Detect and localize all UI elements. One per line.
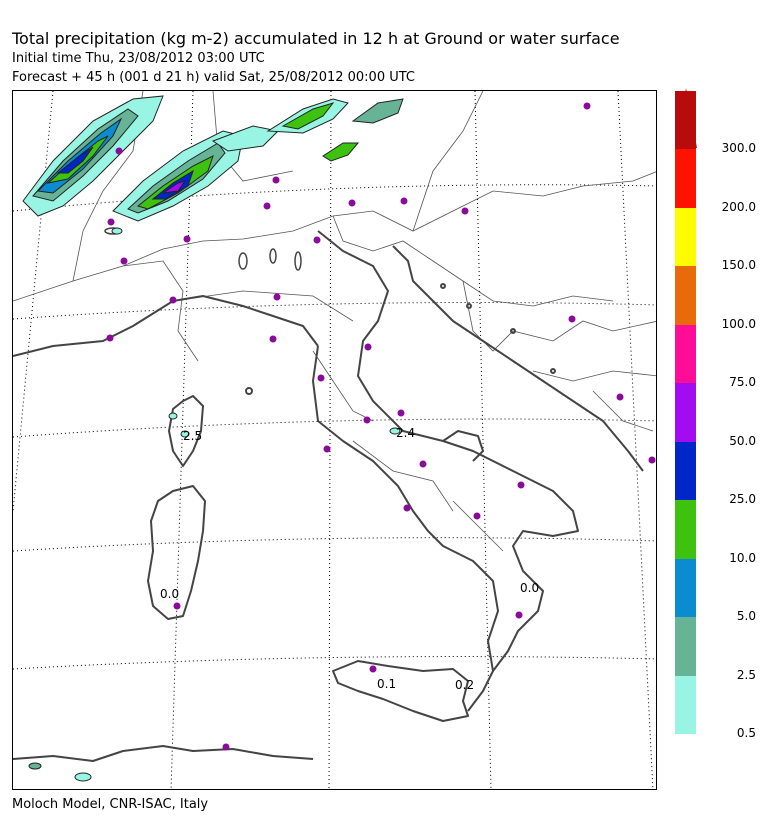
map-title: Total precipitation (kg m-2) accumulated in 12 h at Ground or water surface: [12, 29, 620, 48]
station-dot: [318, 375, 325, 382]
colorbar-label: 0.5: [736, 726, 756, 740]
station-dot: [314, 237, 321, 244]
station-dot: [223, 744, 230, 751]
colorbar-segment: [675, 442, 696, 501]
station-dot: [370, 666, 377, 673]
station-dot: [649, 457, 656, 464]
station-dot: [116, 148, 123, 155]
colorbar-segment: [675, 91, 696, 150]
station-dot: [270, 336, 277, 343]
colorbar-segment: [675, 325, 696, 384]
precip-small-areas: [29, 228, 400, 781]
graticule: [13, 91, 657, 790]
station-dot: [516, 612, 523, 619]
station-dot: [462, 208, 469, 215]
colorbar-label: 200.0: [721, 199, 756, 214]
station-dot: [274, 294, 281, 301]
station-dot: [474, 513, 481, 520]
colorbar-label: 150.0: [721, 258, 756, 272]
station-dot: [365, 344, 372, 351]
colorbar-label: 50.0: [729, 433, 756, 448]
colorbar-segment: [675, 500, 696, 559]
colorbar-segment: [675, 383, 696, 442]
station-dot: [107, 335, 114, 342]
station-dot: [324, 446, 331, 453]
colorbar-segment: [675, 149, 696, 208]
precip-band-alps: [113, 126, 278, 221]
colorbar-label: 10.0: [729, 550, 756, 565]
footer-credit: Moloch Model, CNR-ISAC, Italy: [12, 797, 209, 812]
station-dot: [518, 482, 525, 489]
value-label-calabria: 0.0: [520, 581, 540, 595]
value-label-sicily-east: 0.2: [455, 678, 475, 692]
station-dot: [364, 417, 371, 424]
station-dot: [401, 198, 408, 205]
initial-time: Initial time Thu, 23/08/2012 03:00 UTC: [12, 51, 265, 66]
station-dot: [121, 258, 128, 265]
station-dot: [174, 603, 181, 610]
colorbar-segment: [675, 266, 696, 325]
station-dot: [617, 394, 624, 401]
colorbar-segment: [675, 559, 696, 618]
station-dot: [184, 236, 191, 243]
colorbar-label: 100.0: [721, 316, 756, 331]
station-dot: [349, 200, 356, 207]
station-dot: [569, 316, 576, 323]
station-dot: [273, 177, 280, 184]
colorbar-label: 75.0: [729, 375, 756, 389]
precipitation-map: [12, 90, 657, 790]
station-dot: [170, 297, 177, 304]
precip-band-north: [268, 99, 403, 161]
map-canvas: [13, 91, 657, 790]
station-dot: [420, 461, 427, 468]
value-label-sicily-west: 0.1: [377, 677, 397, 691]
colorbar-label: 2.5: [736, 667, 756, 682]
station-dot: [398, 410, 405, 417]
value-label-sardinia: 0.0: [160, 587, 180, 601]
value-label-abruzzo: 2.4: [396, 426, 416, 440]
colorbar-label: 25.0: [729, 492, 756, 506]
coastlines: [13, 231, 643, 761]
station-dot: [264, 203, 271, 210]
colorbar-segment: [675, 208, 696, 267]
station-dot: [584, 103, 591, 110]
station-dot: [404, 505, 411, 512]
colorbar-label: 5.0: [736, 609, 756, 623]
colorbar-segment: [675, 676, 696, 735]
station-dot: [108, 219, 115, 226]
forecast-time: Forecast + 45 h (001 d 21 h) valid Sat, 25/08/2012 00:00 UTC: [12, 70, 416, 85]
colorbar-segment: [675, 617, 696, 676]
colorbar-label: 300.0: [721, 141, 756, 155]
value-label-corsica: 2.5: [183, 429, 203, 443]
